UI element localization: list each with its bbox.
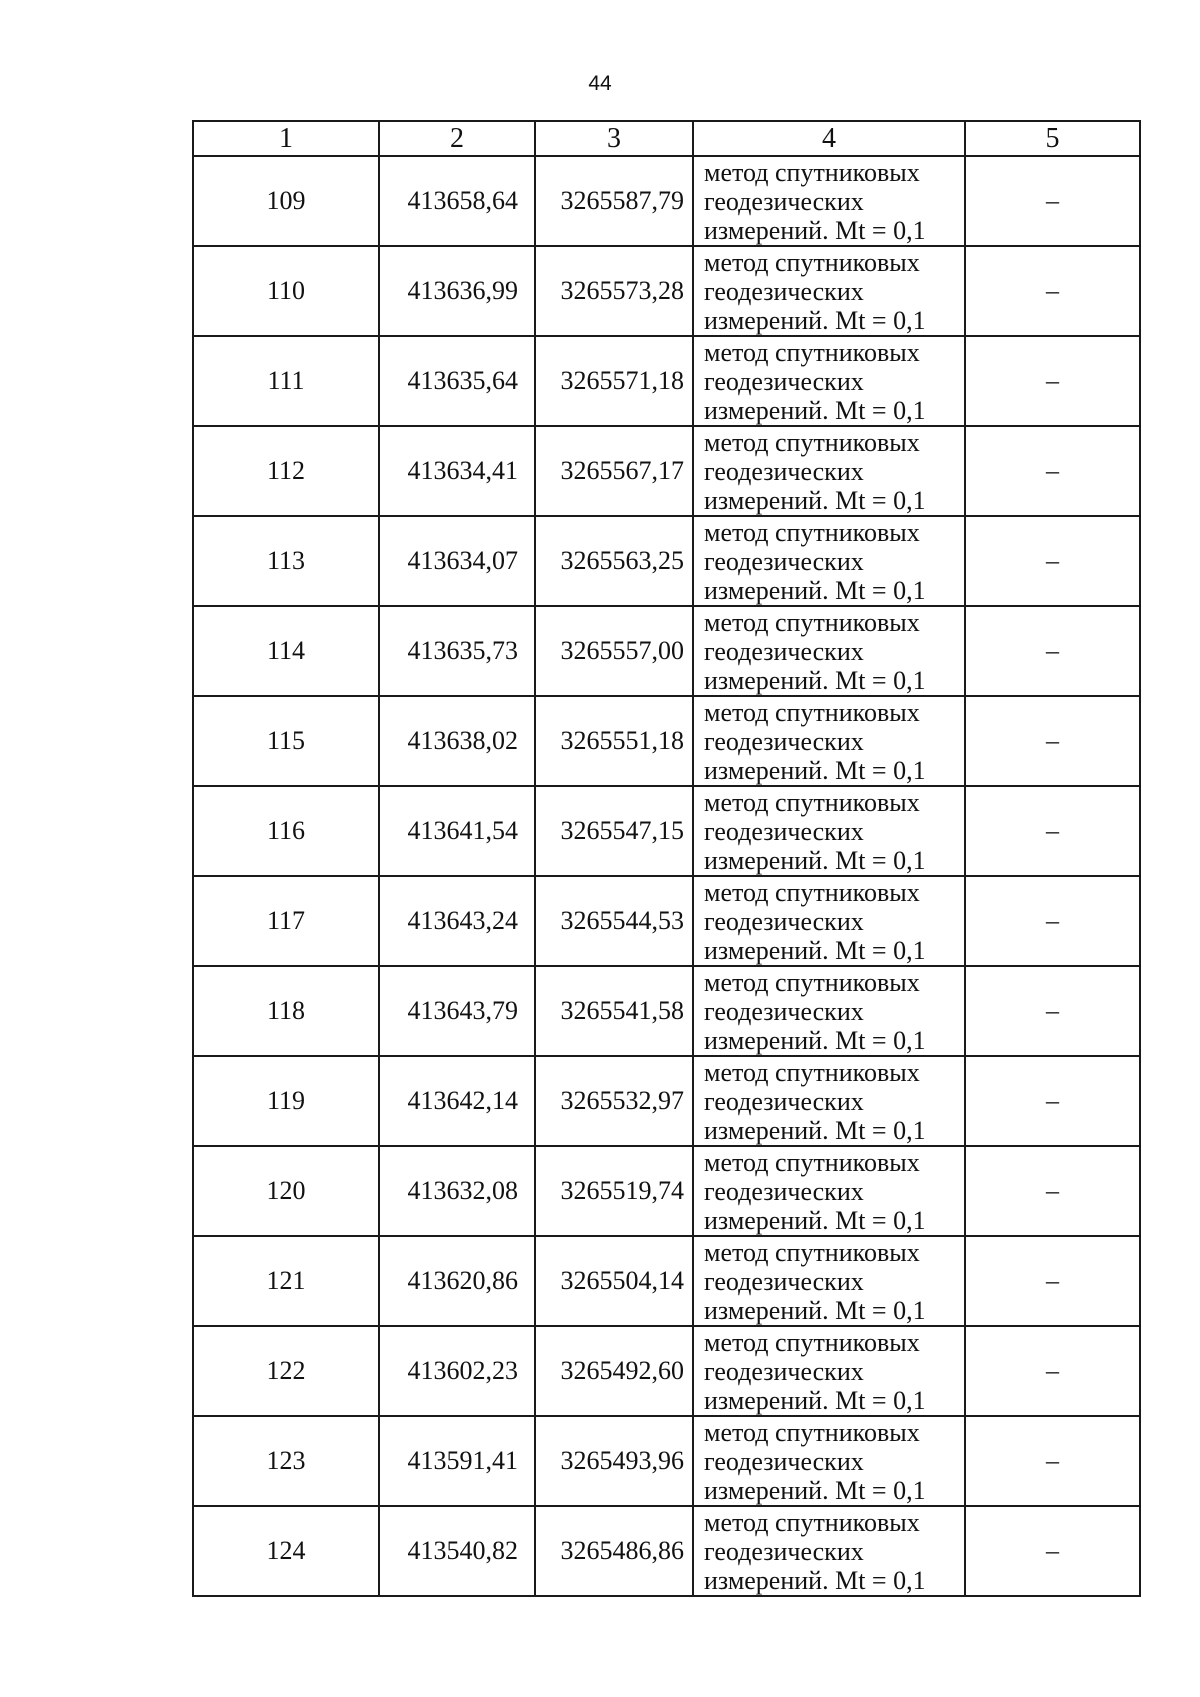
point-number-cell: 115	[193, 696, 379, 786]
method-line: метод спутниковых	[704, 427, 920, 457]
table-row	[193, 1056, 1140, 1146]
coordinate-x-cell: 413643,79	[379, 966, 535, 1056]
method-line: метод спутниковых	[704, 1417, 920, 1447]
table-row	[193, 1416, 1140, 1506]
table-row	[193, 1146, 1140, 1236]
method-line: геодезических	[704, 186, 864, 216]
note-cell: –	[965, 966, 1140, 1056]
method-cell	[693, 786, 965, 876]
method-line: метод спутниковых	[704, 697, 920, 727]
coordinate-y-cell: 3265573,28	[535, 246, 693, 336]
note-cell: –	[965, 246, 1140, 336]
table-row	[193, 786, 1140, 876]
method-line: измерений. Mt = 0,1	[704, 1205, 926, 1235]
page-number: 44	[588, 72, 612, 95]
coordinate-x-cell: 413635,73	[379, 606, 535, 696]
point-number-cell: 117	[193, 876, 379, 966]
note-cell: –	[965, 156, 1140, 246]
coordinate-y-cell: 3265492,60	[535, 1326, 693, 1416]
method-line: метод спутниковых	[704, 1237, 920, 1267]
note-cell: –	[965, 876, 1140, 966]
method-line: метод спутниковых	[704, 967, 920, 997]
method-line: метод спутниковых	[704, 1507, 920, 1537]
method-line: геодезических	[704, 1086, 864, 1116]
coordinate-x-cell: 413635,64	[379, 336, 535, 426]
column-header-3: 3	[535, 121, 693, 156]
method-line: метод спутниковых	[704, 877, 920, 907]
method-line: геодезических	[704, 1266, 864, 1296]
method-line: геодезических	[704, 276, 864, 306]
method-line: измерений. Mt = 0,1	[704, 665, 926, 695]
method-line: геодезических	[704, 366, 864, 396]
method-line: измерений. Mt = 0,1	[704, 485, 926, 515]
point-number-cell: 123	[193, 1416, 379, 1506]
note-cell: –	[965, 516, 1140, 606]
coordinate-y-cell: 3265541,58	[535, 966, 693, 1056]
table-row	[193, 1506, 1140, 1596]
coordinate-x-cell: 413643,24	[379, 876, 535, 966]
coordinate-y-cell: 3265587,79	[535, 156, 693, 246]
method-line: измерений. Mt = 0,1	[704, 575, 926, 605]
point-number-cell: 121	[193, 1236, 379, 1326]
point-number-cell: 124	[193, 1506, 379, 1596]
table-row	[193, 1236, 1140, 1326]
method-line: геодезических	[704, 1176, 864, 1206]
point-number-cell: 122	[193, 1326, 379, 1416]
method-cell	[693, 246, 965, 336]
coordinate-x-cell: 413632,08	[379, 1146, 535, 1236]
column-header-5: 5	[965, 121, 1140, 156]
method-cell	[693, 1326, 965, 1416]
method-line: геодезических	[704, 906, 864, 936]
coordinate-x-cell: 413540,82	[379, 1506, 535, 1596]
coordinate-x-cell: 413620,86	[379, 1236, 535, 1326]
coordinate-x-cell: 413636,99	[379, 246, 535, 336]
point-number-cell: 110	[193, 246, 379, 336]
method-line: метод спутниковых	[704, 1147, 920, 1177]
note-cell: –	[965, 696, 1140, 786]
method-cell	[693, 966, 965, 1056]
coordinates-table	[192, 120, 1141, 1597]
method-line: метод спутниковых	[704, 1057, 920, 1087]
method-line: измерений. Mt = 0,1	[704, 755, 926, 785]
point-number-cell: 118	[193, 966, 379, 1056]
method-cell	[693, 516, 965, 606]
method-cell	[693, 1236, 965, 1326]
coordinate-x-cell: 413638,02	[379, 696, 535, 786]
method-cell	[693, 696, 965, 786]
table-row	[193, 876, 1140, 966]
method-line: геодезических	[704, 726, 864, 756]
column-header-2: 2	[379, 121, 535, 156]
coordinate-x-cell: 413642,14	[379, 1056, 535, 1146]
method-line: метод спутниковых	[704, 517, 920, 547]
coordinate-x-cell: 413591,41	[379, 1416, 535, 1506]
table-row	[193, 966, 1140, 1056]
table-row	[193, 516, 1140, 606]
method-line: геодезических	[704, 1446, 864, 1476]
method-line: геодезических	[704, 546, 864, 576]
method-line: геодезических	[704, 636, 864, 666]
table-row	[193, 606, 1140, 696]
column-header-1: 1	[193, 121, 379, 156]
point-number-cell: 113	[193, 516, 379, 606]
point-number-cell: 112	[193, 426, 379, 516]
coordinate-x-cell: 413658,64	[379, 156, 535, 246]
point-number-cell: 119	[193, 1056, 379, 1146]
method-line: измерений. Mt = 0,1	[704, 1385, 926, 1415]
method-line: измерений. Mt = 0,1	[704, 1025, 926, 1055]
coordinate-y-cell: 3265547,15	[535, 786, 693, 876]
method-line: измерений. Mt = 0,1	[704, 1475, 926, 1505]
coordinate-x-cell: 413602,23	[379, 1326, 535, 1416]
coordinate-x-cell: 413634,07	[379, 516, 535, 606]
method-cell	[693, 336, 965, 426]
coordinate-y-cell: 3265571,18	[535, 336, 693, 426]
coordinates-table-body	[193, 121, 1140, 1596]
method-line: измерений. Mt = 0,1	[704, 1295, 926, 1325]
table-header-row	[193, 121, 1140, 156]
method-line: измерений. Mt = 0,1	[704, 1565, 926, 1595]
table-row	[193, 336, 1140, 426]
method-line: измерений. Mt = 0,1	[704, 305, 926, 335]
method-line: метод спутниковых	[704, 157, 920, 187]
coordinate-y-cell: 3265532,97	[535, 1056, 693, 1146]
method-line: метод спутниковых	[704, 787, 920, 817]
note-cell: –	[965, 1056, 1140, 1146]
method-line: измерений. Mt = 0,1	[704, 845, 926, 875]
method-line: измерений. Mt = 0,1	[704, 395, 926, 425]
note-cell: –	[965, 1506, 1140, 1596]
coordinate-y-cell: 3265486,86	[535, 1506, 693, 1596]
note-cell: –	[965, 1236, 1140, 1326]
method-line: геодезических	[704, 816, 864, 846]
method-cell	[693, 426, 965, 516]
coordinate-y-cell: 3265567,17	[535, 426, 693, 516]
method-line: геодезических	[704, 456, 864, 486]
method-line: геодезических	[704, 996, 864, 1026]
coordinate-y-cell: 3265551,18	[535, 696, 693, 786]
table-row	[193, 1326, 1140, 1416]
method-cell	[693, 156, 965, 246]
method-cell	[693, 1416, 965, 1506]
note-cell: –	[965, 1146, 1140, 1236]
coordinate-y-cell: 3265504,14	[535, 1236, 693, 1326]
method-line: геодезических	[704, 1536, 864, 1566]
point-number-cell: 116	[193, 786, 379, 876]
coordinate-y-cell: 3265563,25	[535, 516, 693, 606]
coordinate-y-cell: 3265544,53	[535, 876, 693, 966]
method-cell	[693, 876, 965, 966]
note-cell: –	[965, 1326, 1140, 1416]
point-number-cell: 114	[193, 606, 379, 696]
method-line: измерений. Mt = 0,1	[704, 935, 926, 965]
point-number-cell: 120	[193, 1146, 379, 1236]
method-cell	[693, 1056, 965, 1146]
note-cell: –	[965, 606, 1140, 696]
table-row	[193, 246, 1140, 336]
note-cell: –	[965, 426, 1140, 516]
method-line: измерений. Mt = 0,1	[704, 1115, 926, 1145]
note-cell: –	[965, 1416, 1140, 1506]
note-cell: –	[965, 336, 1140, 426]
coordinate-x-cell: 413641,54	[379, 786, 535, 876]
method-cell	[693, 1506, 965, 1596]
point-number-cell: 111	[193, 336, 379, 426]
method-line: геодезических	[704, 1356, 864, 1386]
method-line: метод спутниковых	[704, 1327, 920, 1357]
coordinate-y-cell: 3265519,74	[535, 1146, 693, 1236]
point-number-cell: 109	[193, 156, 379, 246]
method-cell	[693, 606, 965, 696]
table-row	[193, 426, 1140, 516]
coordinate-y-cell: 3265493,96	[535, 1416, 693, 1506]
coordinate-y-cell: 3265557,00	[535, 606, 693, 696]
column-header-4: 4	[693, 121, 965, 156]
method-cell	[693, 1146, 965, 1236]
table-row	[193, 696, 1140, 786]
coordinate-x-cell: 413634,41	[379, 426, 535, 516]
method-line: метод спутниковых	[704, 337, 920, 367]
method-line: измерений. Mt = 0,1	[704, 215, 926, 245]
note-cell: –	[965, 786, 1140, 876]
method-line: метод спутниковых	[704, 247, 920, 277]
method-line: метод спутниковых	[704, 607, 920, 637]
table-row	[193, 156, 1140, 246]
